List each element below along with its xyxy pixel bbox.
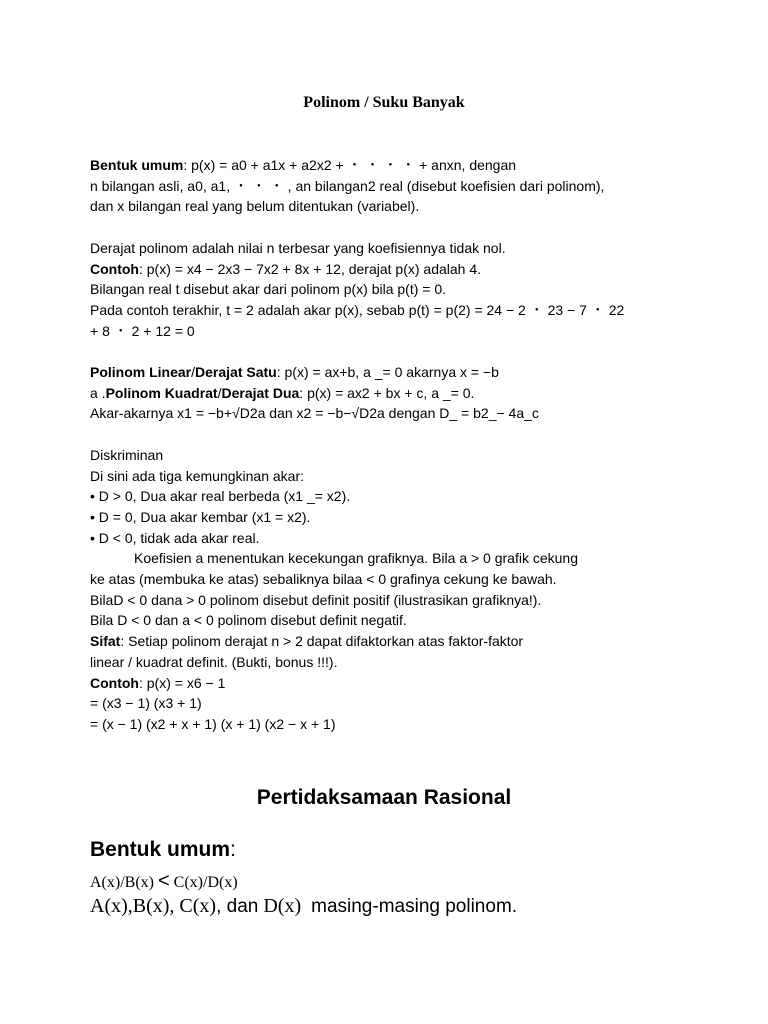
text-line xyxy=(90,569,730,590)
text-span: : p(x) = ax2 + bx + c, a _= 0. xyxy=(299,384,475,401)
text-span: Diskriminan xyxy=(90,446,164,463)
text-span: : p(x) = x6 − 1 xyxy=(138,674,226,691)
text-span: : p(x) = x4 − 2x3 − 7x2 + 8x + 12, derajat p(x) adalah 4. xyxy=(138,260,482,277)
formula-left: A(x)/B(x) xyxy=(90,874,154,891)
text-line xyxy=(90,238,730,259)
text-line xyxy=(90,590,730,611)
text-line xyxy=(90,466,730,487)
bold-term: Polinom Linear xyxy=(90,364,192,380)
text-line xyxy=(90,507,730,528)
text-span: linear / kuadrat definit. (Bukti, bonus !!!). xyxy=(90,653,338,670)
text-line xyxy=(90,196,730,217)
section-heading: Pertidaksamaan Rasional xyxy=(256,786,512,809)
text-span: = (x3 − 1) (x3 + 1) xyxy=(90,695,202,712)
line-spacer xyxy=(90,217,730,238)
text-line xyxy=(90,445,730,466)
line-spacer xyxy=(90,424,730,445)
text-span: • D = 0, Dua akar kembar (x1 = x2). xyxy=(90,508,311,525)
text-span: Derajat polinom adalah nilai n terbesar yang koefisiennya tidak nol. xyxy=(90,239,506,256)
formula2-dan: , dan xyxy=(216,896,259,917)
bold-term: Derajat Satu xyxy=(195,364,277,380)
text-line xyxy=(90,383,730,404)
text-span: ke atas (membuka ke atas) sebaliknya bilaa < 0 grafinya cekung ke bawah. xyxy=(90,571,557,588)
text-span: Pada contoh terakhir, t = 2 adalah akar p(x), sebab p(t) = p(2) = 24 − 2 ・ 23 − 7 ・ 22 xyxy=(90,301,625,318)
bold-term: Contoh xyxy=(90,674,139,691)
text-span: / xyxy=(217,384,222,401)
formula2-terms: A(x),B(x), C(x) xyxy=(90,895,217,917)
bold-term: Contoh xyxy=(90,260,139,277)
text-line xyxy=(90,155,730,176)
formula-right: C(x)/D(x) xyxy=(173,874,238,891)
text-span: : p(x) = ax+b, a _= 0 akarnya x = −b xyxy=(276,364,499,380)
text-span: / xyxy=(191,364,196,380)
text-line xyxy=(90,321,730,342)
text-line xyxy=(90,610,730,631)
formula2-d: D(x) xyxy=(263,895,302,917)
text-span: • D < 0, tidak ada akar real. xyxy=(90,529,260,546)
text-line xyxy=(90,693,730,714)
body-text xyxy=(90,155,730,735)
line-spacer xyxy=(90,341,730,362)
text-span: Akar-akarnya x1 = −b+√D2a dan x2 = −b−√D2a dengan D_ = b2_− 4a_c xyxy=(90,405,539,422)
document-title: Polinom / Suku Banyak xyxy=(303,94,465,111)
text-span: Koefisien a menentukan kecekungan grafiknya. Bila a > 0 grafik cekung xyxy=(134,550,579,567)
bold-term: Sifat xyxy=(90,633,121,650)
text-line xyxy=(90,403,730,424)
text-line xyxy=(90,300,730,321)
text-span: + 8 ・ 2 + 12 = 0 xyxy=(90,322,195,339)
text-line xyxy=(90,259,730,280)
text-line xyxy=(90,176,730,197)
bold-term: Polinom Kuadrat xyxy=(105,384,218,401)
subheading-colon: : xyxy=(230,838,236,861)
formula-operator: < xyxy=(157,870,170,892)
text-line xyxy=(90,548,730,569)
text-span: BilaD < 0 dana > 0 polinom disebut definit positif (ilustrasikan grafiknya!). xyxy=(90,591,542,608)
text-span: dan x bilangan real yang belum ditentukan (variabel). xyxy=(90,198,420,215)
text-span: a . xyxy=(90,384,106,401)
text-span: = (x − 1) (x2 + x + 1) (x + 1) (x2 − x + 1) xyxy=(90,715,336,732)
text-line xyxy=(90,631,730,652)
text-line xyxy=(90,279,730,300)
text-line xyxy=(90,362,730,383)
text-span: • D > 0, Dua akar real berbeda (x1 _= x2). xyxy=(90,488,351,505)
inequality-formula xyxy=(90,870,238,893)
bold-term: Bentuk umum xyxy=(90,157,184,173)
text-span: n bilangan asli, a0, a1, ・ ・ ・ , an bilangan2 real (disebut koefisien dari polinom), xyxy=(90,177,605,194)
text-span: : p(x) = a0 + a1x + a2x2 + ・ ・ ・ ・ + anxn, dengan xyxy=(183,157,517,173)
text-span: : Setiap polinom derajat n > 2 dapat difaktorkan atas faktor-faktor xyxy=(120,633,524,650)
subheading-text: Bentuk umum xyxy=(90,838,231,861)
subheading xyxy=(90,838,236,862)
bold-term: Derajat Dua xyxy=(221,384,300,401)
formula2-tail: masing-masing polinom. xyxy=(311,896,518,917)
text-line xyxy=(90,652,730,673)
text-line xyxy=(90,714,730,735)
text-line xyxy=(90,486,730,507)
text-span: Bila D < 0 dan a < 0 polinom disebut definit negatif. xyxy=(90,612,407,629)
text-line xyxy=(90,673,730,694)
text-line xyxy=(90,528,730,549)
polynomial-statement xyxy=(90,895,517,918)
text-span: Bilangan real t disebut akar dari polinom p(x) bila p(t) = 0. xyxy=(90,281,447,298)
text-span: Di sini ada tiga kemungkinan akar: xyxy=(90,467,305,484)
